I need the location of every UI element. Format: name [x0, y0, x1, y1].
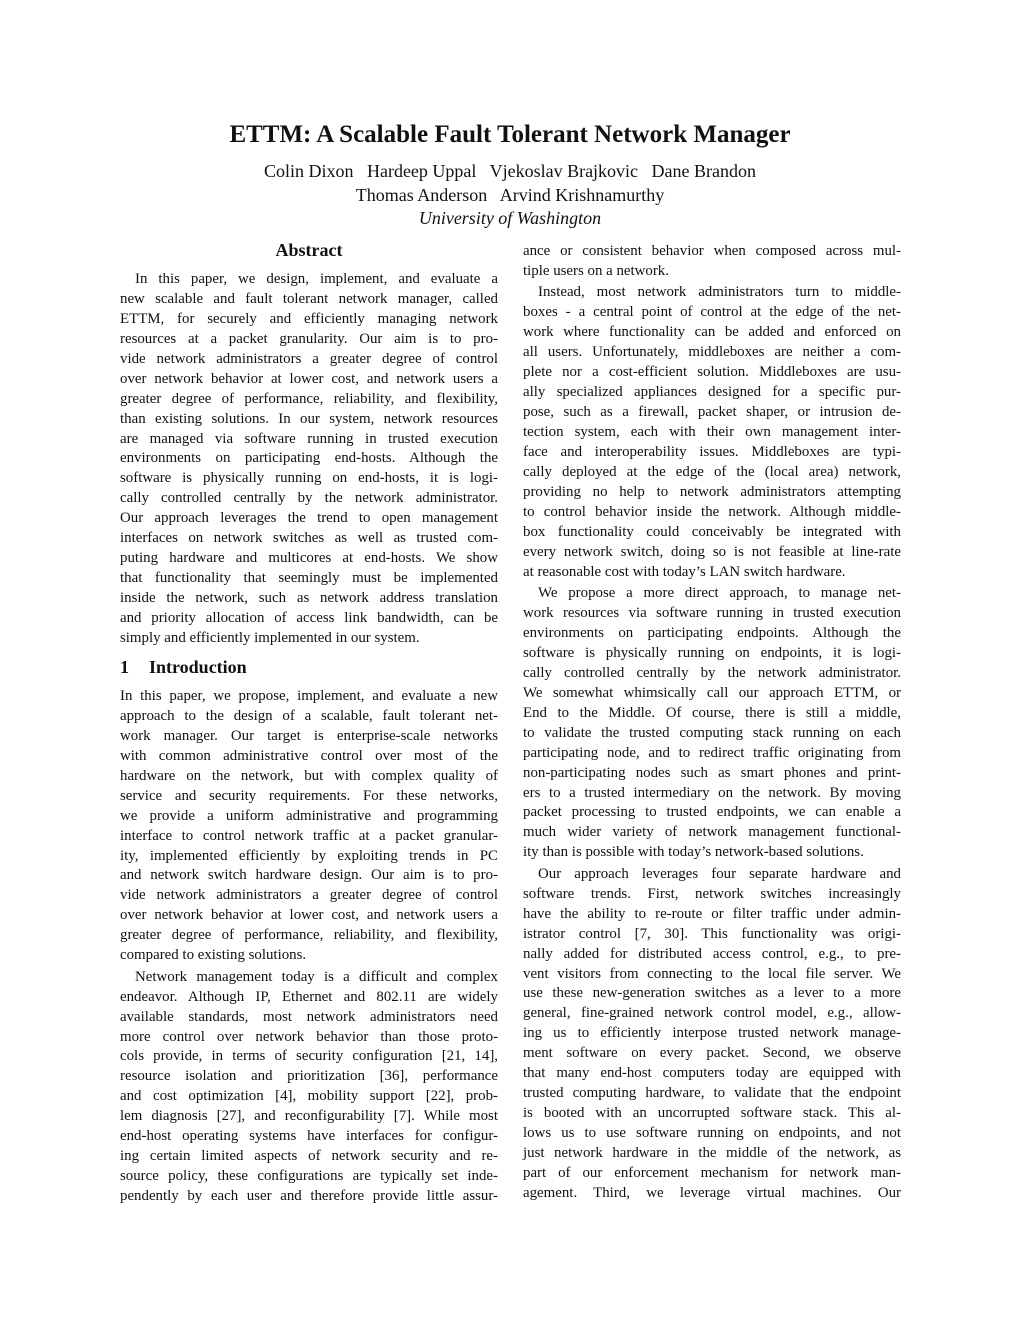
text-line: end-host operating systems have interfaces for configur- — [120, 1128, 498, 1145]
text-line: to validate the trusted computing stack running on each — [523, 724, 901, 741]
paragraph — [523, 283, 901, 582]
text-line: ity, implemented efficiently by exploiting trends in PC — [120, 847, 498, 864]
text-line: agement. Third, we leverage virtual machines. Our — [523, 1184, 901, 1201]
text-line: cally deployed at the edge of the (local area) network, — [523, 463, 901, 480]
text-line: packet processing to trusted endpoints, we can enable a — [523, 804, 901, 821]
text-line: over network behavior at lower cost, and network users a — [120, 370, 498, 387]
text-line: nally added for distributed access control, e.g., to pre- — [523, 945, 901, 962]
section-heading-introduction — [120, 657, 267, 678]
text-line: ETTM, for securely and efficiently managing network — [120, 310, 498, 327]
paragraph — [120, 968, 498, 1207]
author-list: Colin Dixon Hardeep Uppal Vjekoslav Brajkovic Dane Brandon — [263, 161, 757, 181]
text-line: In this paper, we design, implement, and evaluate a — [135, 271, 498, 287]
text-line: interface to control network traffic at a packet granular- — [120, 827, 498, 844]
text-line: In this paper, we propose, implement, and evaluate a new — [120, 688, 498, 704]
text-line: with common administrative control over most of the — [120, 747, 498, 764]
text-line: Our approach leverages four separate hardware and — [538, 865, 901, 882]
text-line: plete nor a cost-efficient solution. Middleboxes are usu- — [523, 364, 901, 381]
text-line: and network switch hardware design. Our aim is to pro- — [120, 867, 498, 884]
text-line: trusted computing hardware, to validate that the endpoint — [523, 1085, 901, 1102]
text-line: approach to the design of a scalable, fault tolerant net- — [120, 707, 498, 724]
text-line: vent visitors from connecting to the local file server. We — [523, 965, 901, 982]
text-line: source policy, these configurations are typically set inde- — [120, 1168, 498, 1185]
text-line: software is physically running on end-hosts, it is logi- — [120, 470, 498, 487]
text-line: interfaces on network switches as well as trusted com- — [120, 530, 498, 547]
text-line: inside the network, such as network address translation — [120, 590, 498, 606]
text-line: use these new-generation switches as a lever to a more — [523, 985, 901, 1002]
text-line: lem diagnosis [27], and reconfigurability [7]. While most — [120, 1108, 498, 1125]
text-line: ity than is possible with today’s network-based solutions. — [523, 844, 864, 861]
text-line: to control behavior inside the network. Although middle- — [523, 503, 901, 520]
text-line: ance or consistent behavior when composed across mul- — [523, 243, 901, 259]
affiliation: University of Washington — [418, 208, 602, 228]
text-line: ing us to efficiently interpose trusted network manage- — [523, 1025, 901, 1042]
text-line: participating node, and to redirect traffic originating from — [523, 744, 901, 761]
text-line: endeavor. Although IP, Ethernet and 802.11 are widely — [120, 988, 498, 1005]
text-line: and priority allocation of access link bandwidth, can be — [120, 609, 498, 626]
text-line: End to the Middle. Of course, there is still a middle, — [523, 704, 901, 721]
text-line: Network management today is a difficult and complex — [135, 968, 498, 985]
text-line: general, fine-grained network control model, e.g., allow- — [523, 1005, 901, 1022]
text-line: we provide a uniform administrative and programming — [120, 807, 498, 824]
text-line: more control over network behavior than those proto- — [120, 1028, 498, 1045]
text-line: pendently by each user and therefore provide little assur- — [120, 1188, 498, 1205]
text-line: ment software on every packet. Second, we observe — [523, 1045, 901, 1062]
text-line: face and interoperability issues. Middleboxes are typi- — [523, 443, 901, 460]
paragraph — [523, 865, 901, 1204]
text-line: resources at a packet granularity. Our aim is to pro- — [120, 330, 498, 347]
paragraph — [523, 242, 901, 282]
text-line: lows us to use software running on endpoints, and not — [523, 1125, 901, 1142]
section-number: 1 — [120, 657, 129, 677]
text-line: ally specialized appliances designed for a specific pur- — [523, 384, 901, 401]
text-line: puting hardware and multicores at end-hosts. We show — [120, 550, 498, 567]
text-line: all users. Unfortunately, middleboxes are neither a com- — [523, 344, 901, 361]
text-line: and cost optimization [4], mobility support [22], prob- — [120, 1088, 498, 1105]
paper-title: ETTM: A Scalable Fault Tolerant Network Manager — [229, 121, 791, 148]
text-line: tection system, each with their own management inter- — [523, 424, 901, 441]
text-line: over network behavior at lower cost, and network users a — [120, 907, 498, 924]
text-line: work resources via software running in trusted execution — [523, 605, 901, 622]
text-line: that functionality that seemingly must be implemented — [120, 570, 498, 587]
text-line: software is physically running on endpoints, it is logi- — [523, 644, 901, 661]
text-line: that many end-host computers today are equipped with — [523, 1065, 901, 1082]
text-line: We propose a more direct approach, to manage net- — [538, 585, 901, 602]
text-line: simply and efficiently implemented in our system. — [120, 629, 420, 646]
text-line: every network switch, doing so is not feasible at line-rate — [523, 543, 901, 560]
paragraph — [120, 270, 498, 649]
text-line: cols provide, in terms of security configuration [21, 14], — [120, 1048, 498, 1065]
text-line: non-participating nodes such as smart phones and print- — [523, 764, 901, 781]
text-line: at reasonable cost with today’s LAN switch hardware. — [523, 563, 846, 580]
paragraph — [120, 687, 498, 966]
text-line: available standards, most network administrators need — [120, 1008, 498, 1025]
text-line: is booted with an uncorrupted software stack. This al- — [523, 1105, 901, 1122]
text-line: providing no help to network administrators attempting — [523, 483, 901, 500]
text-line: work where functionality can be added and enforced on — [523, 324, 901, 341]
text-line: are managed via software running in trusted execution — [120, 430, 498, 447]
text-line: environments on participating endpoints. Although the — [523, 625, 901, 641]
text-line: istrator control [7, 30]. This functionality was origi- — [523, 925, 901, 942]
text-line: cally controlled centrally by the network administrator. — [523, 664, 901, 681]
text-line: compared to existing solutions. — [120, 947, 307, 964]
paragraph — [523, 584, 901, 863]
text-line: new scalable and fault tolerant network manager, called — [120, 290, 498, 307]
text-line: hardware on the network, but with complex quality of — [120, 767, 498, 784]
text-line: greater degree of performance, reliability, and flexibility, — [120, 927, 498, 944]
text-line: Our approach leverages the trend to open management — [120, 510, 498, 527]
text-line: part of our enforcement mechanism for network man- — [523, 1164, 901, 1181]
section-title: Introduction — [149, 657, 247, 677]
text-line: work manager. Our target is enterprise-scale networks — [120, 727, 498, 744]
text-line: service and security requirements. For these networks, — [120, 787, 498, 804]
text-line: have the ability to re-route or filter traffic under admin- — [523, 905, 901, 922]
text-line: pose, such as a firewall, packet shaper, or intrusion de- — [523, 404, 901, 421]
text-line: software trends. First, network switches increasingly — [523, 885, 901, 902]
text-line: much wider variety of network management functional- — [523, 824, 901, 841]
text-line: than existing solutions. In our system, network resources — [120, 410, 498, 427]
text-line: ing certain limited aspects of network security and re- — [120, 1148, 498, 1165]
text-line: vide network administrators a greater degree of control — [120, 887, 498, 904]
text-line: environments on participating end-hosts. Although the — [120, 450, 498, 467]
text-line: tiple users on a network. — [523, 262, 669, 279]
abstract-body — [120, 270, 498, 650]
text-line: just network hardware in the middle of the network, as — [523, 1144, 901, 1161]
body-right-column — [523, 242, 901, 1205]
text-line: box functionality could conceivably be integrated with — [523, 523, 901, 540]
text-line: We somewhat whimsically call our approach ETTM, or — [523, 684, 901, 701]
abstract-heading: Abstract — [275, 240, 343, 260]
text-line: vide network administrators a greater degree of control — [120, 350, 498, 367]
text-line: boxes - a central point of control at the edge of the net- — [523, 304, 901, 321]
text-line: greater degree of performance, reliability, and flexibility, — [120, 390, 498, 407]
text-line: resource isolation and prioritization [36], performance — [120, 1068, 498, 1085]
author-list: Thomas Anderson Arvind Krishnamurthy — [355, 185, 665, 205]
text-line: cally controlled centrally by the network administrator. — [120, 490, 498, 507]
text-line: ers to a trusted intermediary on the network. By moving — [523, 784, 901, 801]
text-line: Instead, most network administrators turn to middle- — [538, 284, 901, 301]
introduction-body-left — [120, 687, 498, 1209]
